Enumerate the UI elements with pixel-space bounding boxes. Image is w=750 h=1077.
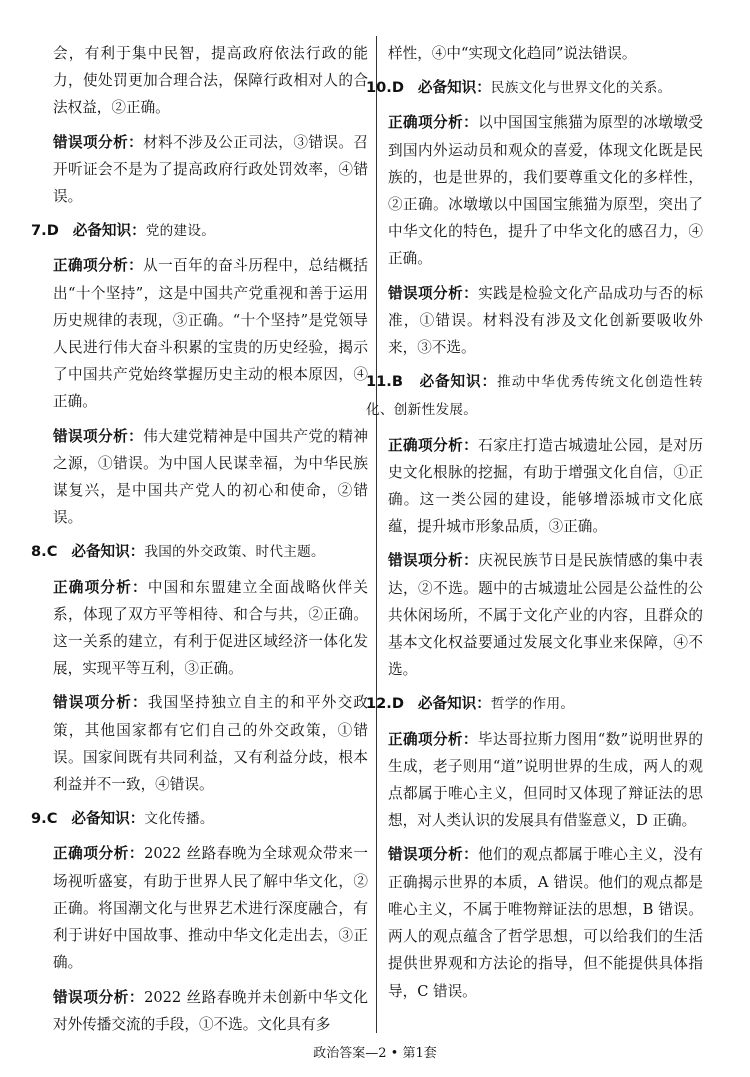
correct-analysis: 正确项分析：2022 丝路春晚为全球观众带来一场视听盛宴，有助于世界人民了解中华文化，②正确。将国潮文化与世界艺术进行深度融合，有利于讲好中国故事、推动中华文化走出去，③正确。: [53, 845, 368, 972]
knowledge-label: 必备知识：: [417, 79, 491, 97]
question-number: 9.C: [31, 810, 58, 828]
continued-paragraph: 会，有利于集中民智，提高政府依法行政的能力，使处罚更加合理合法，保障行政相对人的合法权益，②正确。: [53, 45, 368, 117]
question-number: 11.B: [366, 373, 403, 391]
correct-label: 正确项分析：: [53, 257, 144, 275]
wrong-label: 错误项分析：: [53, 427, 144, 445]
column-divider: [376, 36, 377, 1033]
question-12-header: [366, 690, 703, 718]
wrong-label: 错误项分析：: [53, 133, 144, 151]
right-column: [366, 40, 703, 1012]
wrong-analysis: 错误项分析：实践是检验文化产品成功与否的标准，①错误。材料没有涉及文化创新要吸收外来，③不选。: [388, 284, 703, 357]
question-number: 12.D: [366, 695, 404, 713]
wrong-label: 错误项分析：: [53, 694, 148, 712]
wrong-analysis: 错误项分析：材料不涉及公正司法，③错误。召开听证会不是为了提高政府行政处罚效率，④错误。: [53, 133, 368, 206]
continued-paragraph: 样性，④中“实现文化趋同”说法错误。: [388, 45, 637, 62]
wrong-analysis: 错误项分析：庆祝民族节日是民族情感的集中表达，②不选。题中的古城遗址公园是公益性的公共休闲场所，不属于文化产业的内容，且群众的基本文化权益要通过发展文化事业来保障，④不选。: [388, 552, 703, 679]
wrong-label: 错误项分析：: [53, 988, 145, 1006]
knowledge-text: 哲学的作用。: [490, 696, 575, 713]
knowledge-label: 必备知识：: [72, 222, 146, 240]
correct-label: 正确项分析：: [388, 436, 479, 454]
knowledge-text: 文化传播。: [144, 811, 214, 828]
knowledge-label: 必备知识：: [417, 695, 491, 713]
question-9-header: [31, 805, 368, 833]
left-column: [31, 40, 368, 1045]
question-number: 7.D: [31, 222, 59, 240]
knowledge-text: 推动中华优秀传统文化创造性转化、创新性发展。: [366, 374, 703, 419]
wrong-label: 错误项分析：: [388, 284, 479, 302]
correct-analysis: 正确项分析：以中国国宝熊猫为原型的冰墩墩受到国内外运动员和观众的喜爱，体现文化既是民族的，也是世界的，我们要尊重文化的多样性，②正确。冰墩墩以中国国宝熊猫为原型，突出了中华文化的特色，提升了中华文化的感召力，④正确。: [388, 114, 703, 268]
correct-label: 正确项分析：: [53, 845, 145, 863]
question-11-header: [366, 368, 703, 424]
correct-analysis: 正确项分析：从一百年的奋斗历程中，总结概括出“十个坚持”，这是中国共产党重视和善于运用历史规律的表现，③正确。“十个坚持”是党领导人民进行伟大奋斗积累的宝贵的历史经验，揭示了中国共产党始终掌握历史主动的根本原因，④正确。: [53, 257, 368, 411]
question-number: 8.C: [31, 543, 58, 561]
correct-analysis: 正确项分析：石家庄打造古城遗址公园，是对历史文化根脉的挖掘，有助于增强文化自信，①正确。这一类公园的建设，能够增添城市文化底蕴，提升城市形象品质，③正确。: [388, 436, 703, 536]
question-8-header: [31, 538, 368, 566]
knowledge-text: 我国的外交政策、时代主题。: [144, 544, 325, 561]
wrong-analysis: 错误项分析：2022 丝路春晚并未创新中华文化对外传播交流的手段，①不选。文化具有多: [53, 988, 368, 1033]
wrong-analysis: 错误项分析：伟大建党精神是中国共产党的精神之源，①错误。为中国人民谋幸福，为中华民族谋复兴，是中国共产党人的初心和使命，②错误。: [53, 427, 368, 527]
wrong-analysis: 错误项分析：他们的观点都属于唯心主义，没有正确揭示世界的本质，A 错误。他们的观点都是唯心主义，不属于唯物辩证法的思想，B 错误。两人的观点蕴含了哲学思想，可以给我们的生活提供世界观和方法论的指导，但不能提供具体指导，C 错误。: [388, 846, 703, 1000]
wrong-label: 错误项分析：: [388, 552, 479, 570]
knowledge-label: 必备知识：: [71, 810, 145, 828]
correct-label: 正确项分析：: [388, 730, 478, 748]
correct-analysis: 正确项分析：中国和东盟建立全面战略伙伴关系，体现了双方平等相待、和合与共，②正确。这一关系的建立，有利于促进区域经济一体化发展，实现平等互利，③正确。: [53, 578, 368, 678]
correct-analysis: 正确项分析：毕达哥拉斯力图用“数”说明世界的生成，老子则用“道”说明世界的生成，两人的观点都属于唯心主义，但同时又体现了辩证法的思想，对人类认识的发展具有借鉴意义，D 正确。: [388, 730, 703, 830]
knowledge-label: 必备知识：: [71, 543, 145, 561]
knowledge-text: 党的建设。: [145, 223, 216, 240]
wrong-analysis: 错误项分析：我国坚持独立自主的和平外交政策，其他国家都有它们自己的外交政策，①错误。国家间既有共同利益，又有利益分歧，根本利益并不一致，④错误。: [53, 694, 368, 794]
knowledge-text: 民族文化与世界文化的关系。: [490, 80, 672, 97]
page-footer: 政治答案—2 • 第1套: [313, 1046, 437, 1061]
question-10-header: [366, 74, 703, 102]
question-7-header: [31, 217, 368, 245]
knowledge-label: 必备知识：: [419, 373, 497, 391]
question-number: 10.D: [366, 79, 404, 97]
correct-label: 正确项分析：: [388, 114, 479, 132]
correct-label: 正确项分析：: [53, 578, 148, 596]
wrong-label: 错误项分析：: [388, 846, 479, 864]
